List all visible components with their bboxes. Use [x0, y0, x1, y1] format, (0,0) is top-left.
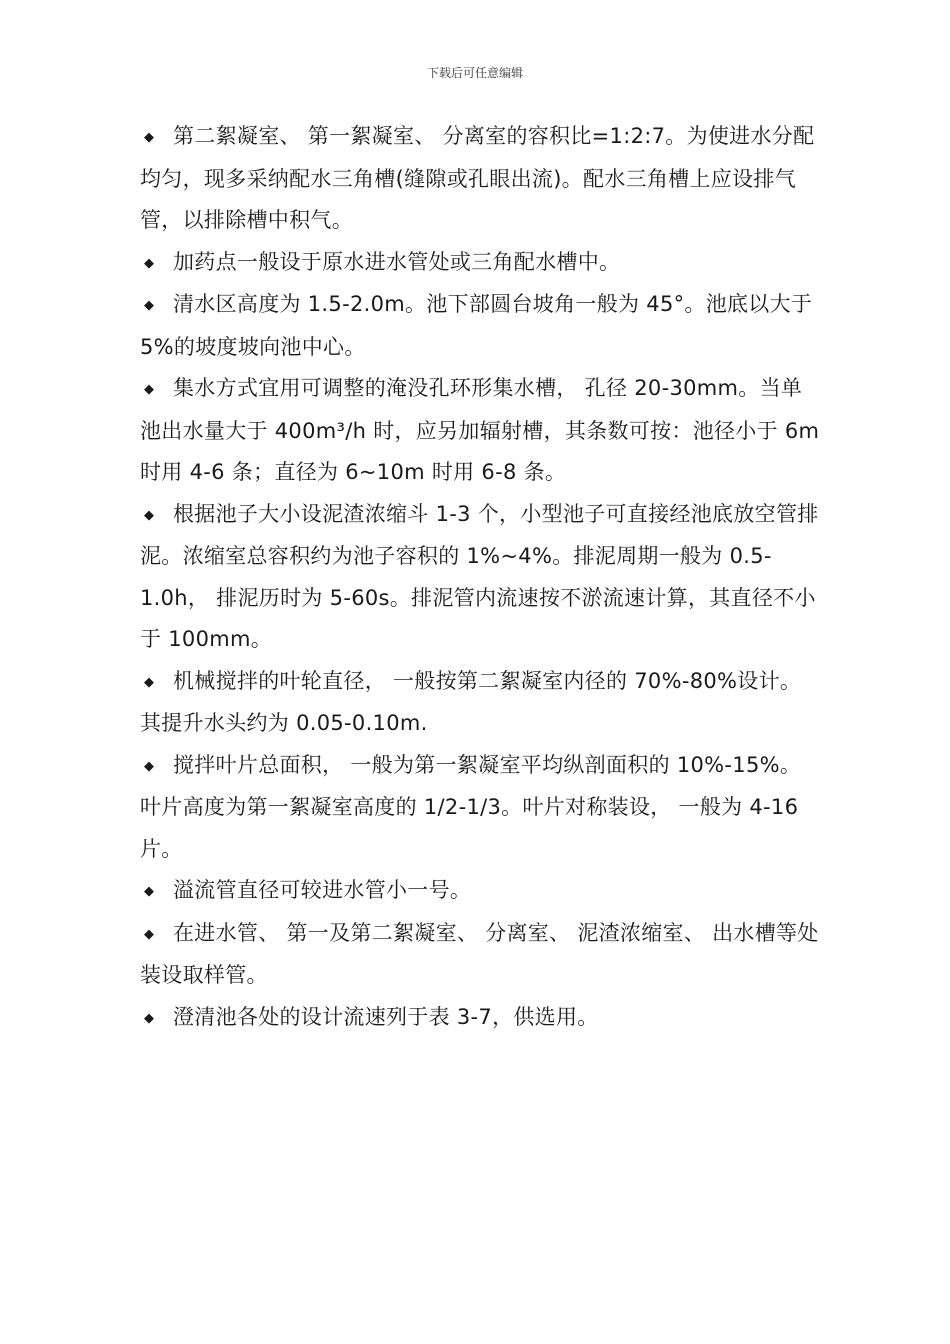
document-body: [140, 116, 820, 1039]
diamond-bullet-icon: ◆: [144, 674, 155, 690]
list-item: [140, 913, 820, 997]
diamond-bullet-icon: ◆: [144, 758, 155, 774]
page-header: 下载后可任意编辑: [426, 66, 523, 80]
list-item-text: 清水区高度为 1.5-2.0m。池下部圆台坡角一般为 45°。池底以大于 5%的坡度坡向池中心。: [140, 292, 813, 359]
list-item: [140, 494, 820, 661]
diamond-bullet-icon: ◆: [144, 255, 155, 271]
list-item: [140, 116, 820, 242]
list-item: [140, 368, 820, 494]
list-item: [140, 745, 820, 871]
list-item-text: 溢流管直径可较进水管小一号。: [173, 878, 472, 902]
diamond-bullet-icon: ◆: [144, 507, 155, 523]
diamond-bullet-icon: ◆: [144, 382, 155, 397]
list-item: [140, 661, 820, 745]
list-item-text: 第二絮凝室、 第一絮凝室、 分离室的容积比=1:2:7。为使进水分配均匀，现多采纳配水三角槽(缝隙或孔眼出流)。配水三角槽上应设排气管，以排除槽中积气。: [140, 124, 815, 232]
list-item: [140, 870, 820, 913]
list-item-text: 加药点一般设于原水进水管处或三角配水槽中。: [173, 249, 621, 274]
list-item-text: 根据池子大小设泥渣浓缩斗 1-3 个，小型池子可直接经池底放空管排泥。浓缩室总容积约为池子容积的 1%~4%。排泥周期一般为 0.5-1.0h， 排泥历时为 5-60s。排泥管内流速按不淤流速计算，其直径不小于 100mm。: [140, 501, 819, 651]
list-item: [140, 997, 820, 1040]
diamond-bullet-icon: ◆: [144, 926, 155, 942]
list-item-text: 集水方式宜用可调整的淹没孔环形集水槽， 孔径 20-30mm。当单池出水量大于 400m³/h 时，应另加辐射槽，其条数可按：池径小于 6m 时用 4-6 条；直径为 6~10m 时用 6-8 条。: [140, 376, 820, 484]
list-item-text: 澄清池各处的设计流速列于表 3-7，供选用。: [173, 1004, 599, 1029]
diamond-bullet-icon: ◆: [144, 1010, 155, 1026]
list-item: [140, 284, 820, 368]
diamond-bullet-icon: ◆: [144, 884, 155, 899]
list-item-text: 搅拌叶片总面积， 一般为第一絮凝室平均纵剖面积的 10%-15%。叶片高度为第一絮凝室高度的 1/2-1/3。叶片对称装设， 一般为 4-16 片。: [140, 752, 802, 861]
list-item-text: 机械搅拌的叶轮直径， 一般按第二絮凝室内径的 70%-80%设计。其提升水头约为 0.05-0.10m.: [140, 668, 802, 735]
list-item-text: 在进水管、 第一及第二絮凝室、 分离室、 泥渣浓缩室、 出水槽等处装设取样管。: [140, 920, 819, 987]
diamond-bullet-icon: ◆: [144, 298, 155, 313]
diamond-bullet-icon: ◆: [144, 130, 155, 145]
list-item: [140, 242, 820, 285]
